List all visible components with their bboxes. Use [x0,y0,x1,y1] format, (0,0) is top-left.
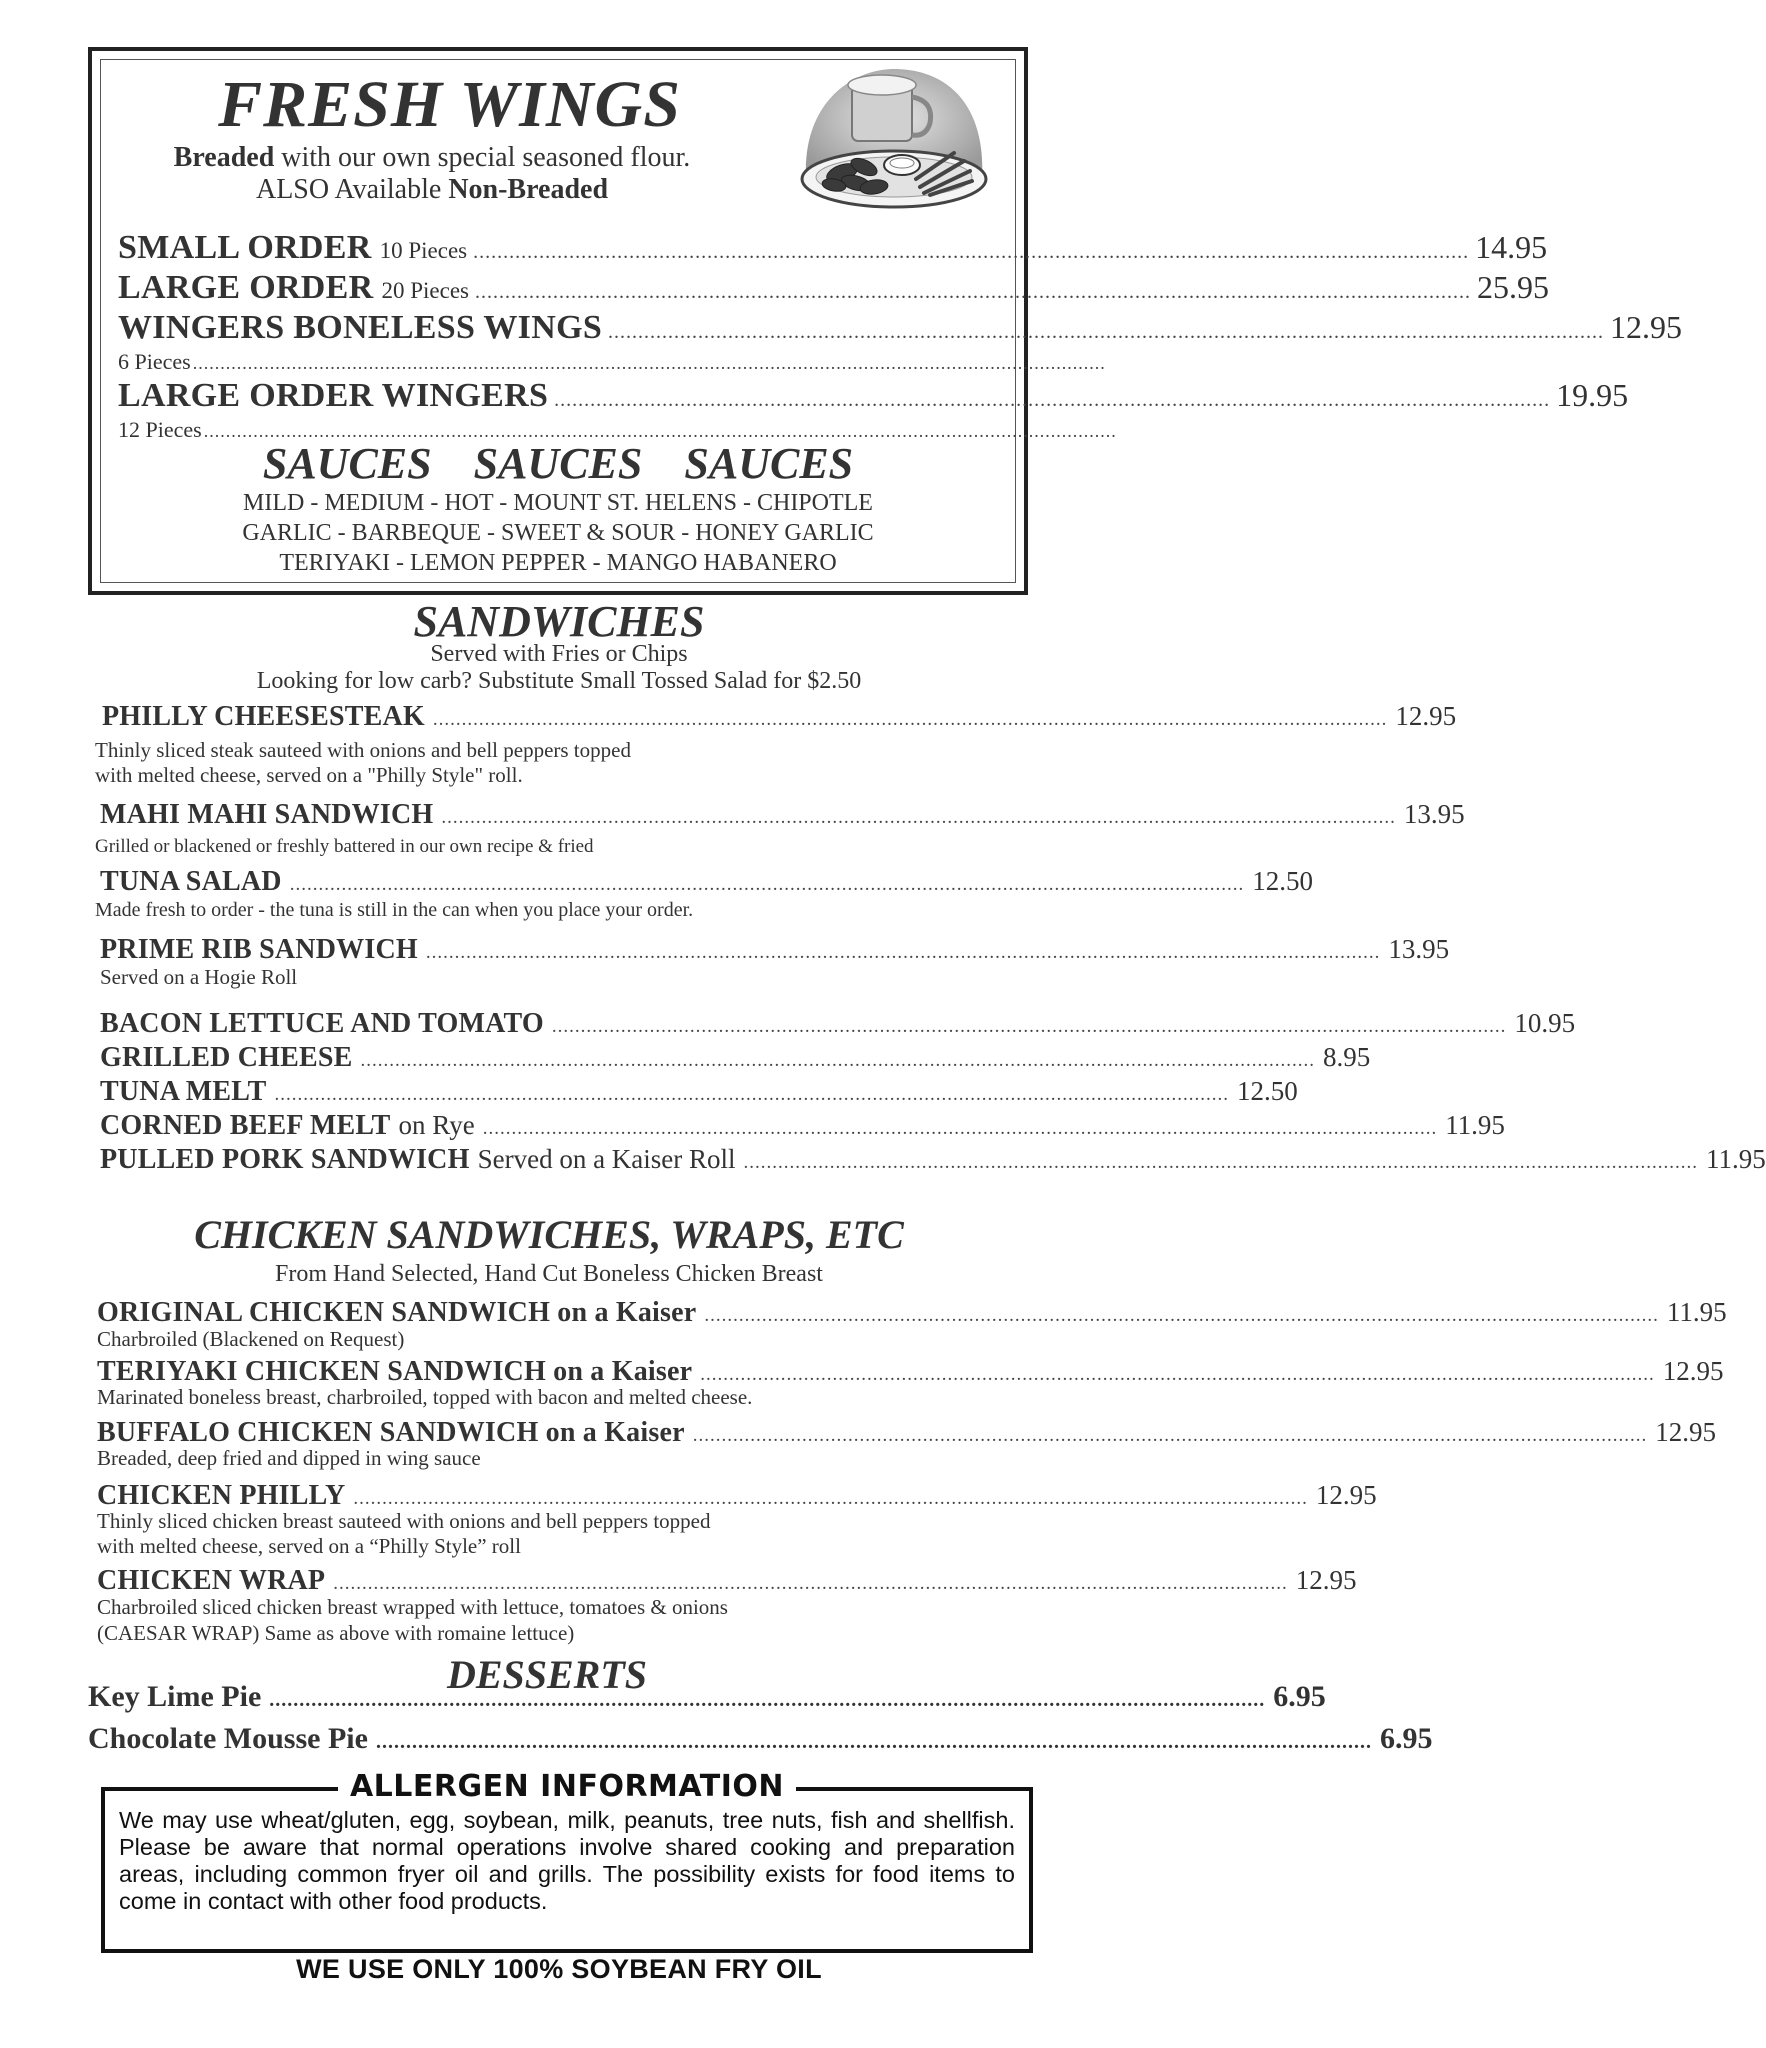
menu-item-blt [100,1008,1576,1040]
leader-dots: ...................................................................................................................................................................... [441,807,1396,828]
leader-dots: ...................................................................................................................................................................... [475,281,1472,303]
allergen-title-wrap [105,1769,1029,1804]
dip-cup-icon [884,155,920,175]
leader-dots: ...................................................................................................................................................................... [274,1084,1229,1105]
item-price: 6.95 [1379,1722,1433,1755]
item-name: Chocolate Mousse Pie [88,1722,368,1755]
item-name: TERIYAKI CHICKEN SANDWICH on a Kaiser [97,1356,693,1387]
sauce-list-line: MILD - MEDIUM - HOT - MOUNT ST. HELENS - CHIPOTLE [243,490,873,516]
item-description: Breaded, deep fried and dipped in wing sauce [97,1446,481,1470]
dessert-item-chocolate-mousse-pie [88,1722,1433,1756]
sauces-word: SAUCES [262,439,432,488]
menu-item-philly-cheesesteak [102,701,1457,733]
item-name: TUNA SALAD [100,866,282,897]
menu-item-corned-beef-melt [100,1110,1505,1142]
item-price: 11.95 [1666,1297,1727,1327]
non-breaded-note [112,173,752,207]
item-price: 25.95 [1477,269,1550,305]
menu-item-chicken-wrap [97,1565,1357,1597]
item-pieces: 10 Pieces [379,238,468,263]
item-name: CORNED BEEF MELT [100,1110,391,1141]
leader-dots: ...................................................................................................................................................................... [482,1118,1438,1139]
item-price: 13.95 [1388,934,1450,964]
leader-dots: ...................................................................................................................................................................... [704,1305,1659,1326]
sauces-word: SAUCES [473,439,643,488]
item-price: 14.95 [1475,229,1548,265]
leader-dots: ...................................................................................................................................................................... [353,1488,1308,1509]
item-description: Made fresh to order - the tuna is still in the can when you place your order. [95,899,694,921]
leader-dots: ...................................................................................................................................................................... [432,709,1388,730]
allergen-title: ALLERGEN INFORMATION [338,1769,796,1804]
item-price: 12.95 [1315,1480,1377,1510]
desserts-title: DESSERTS [446,1652,648,1697]
item-name: BUFFALO CHICKEN SANDWICH on a Kaiser [97,1417,685,1448]
item-description: Marinated boneless breast, charbroiled, topped with bacon and melted cheese. [97,1385,753,1409]
leader-dots: ...................................................................................................................................................................... [203,421,1117,441]
item-name: TUNA MELT [100,1076,267,1107]
breaded-note [112,141,752,175]
breaded-note-text: with our own special seasoned flour. [274,142,691,173]
menu-item-chicken-philly [97,1480,1377,1512]
item-name: PULLED PORK SANDWICH [100,1144,470,1175]
leader-dots: ...................................................................................................................................................................... [269,1689,1266,1711]
item-description: Charbroiled (Blackened on Request) [97,1327,405,1351]
leader-dots: ...................................................................................................................................................................... [425,942,1381,963]
dessert-item-key-lime-pie [88,1680,1326,1714]
leader-dots: ...................................................................................................................................................................... [554,389,1551,411]
item-price: 12.95 [1295,1565,1357,1595]
item-name: PHILLY CHEESESTEAK [102,701,425,732]
leader-dots: ...................................................................................................................................................................... [333,1573,1288,1594]
leader-dots: ...................................................................................................................................................................... [743,1152,1699,1173]
chicken-section-title: CHICKEN SANDWICHES, WRAPS, ETC [194,1212,904,1257]
leader-dots: ...................................................................................................................................................................... [608,321,1605,343]
menu-item-prime-rib [100,934,1450,966]
item-description: with melted cheese, served on a "Philly Style" roll. [95,763,523,787]
item-name: Key Lime Pie [88,1680,262,1713]
item-pieces: 12 Pieces [118,417,202,442]
wings-item-boneless [118,309,1683,347]
item-name: MAHI MAHI SANDWICH [100,799,434,830]
menu-item-pulled-pork [100,1144,1766,1176]
sauces-heading [92,439,1024,489]
item-price: 11.95 [1706,1144,1766,1174]
item-description: Thinly sliced steak sauteed with onions and bell peppers topped [95,738,631,762]
item-name: LARGE ORDER WINGERS [118,377,549,414]
item-name: CHICKEN WRAP [97,1565,326,1596]
item-price: 6.95 [1273,1680,1326,1713]
chicken-section-subtitle: From Hand Selected, Hand Cut Boneless Chicken Breast [275,1261,823,1287]
item-name: PRIME RIB SANDWICH [100,934,418,965]
item-price: 12.95 [1662,1356,1724,1386]
menu-item-buffalo-chicken [97,1417,1716,1449]
wings-item-small-order [118,229,1548,267]
item-price: 19.95 [1556,377,1629,413]
leader-dots: ...................................................................................................................................................................... [473,241,1470,263]
item-name: CHICKEN PHILLY [97,1480,346,1511]
item-name: ORIGINAL CHICKEN SANDWICH on a Kaiser [97,1297,697,1328]
wings-item-large-wingers [118,377,1629,415]
allergen-information-box [101,1769,1033,1953]
sandwiches-subtitle: Served with Fries or Chips [430,641,688,667]
item-price: 10.95 [1514,1008,1576,1038]
item-name: BACON LETTUCE AND TOMATO [100,1008,544,1039]
item-pieces: 20 Pieces [381,278,470,303]
item-name: LARGE ORDER [118,269,374,306]
menu-item-original-chicken [97,1297,1727,1329]
leader-dots: ...................................................................................................................................................................... [551,1016,1507,1037]
item-name: WINGERS BONELESS WINGS [118,309,603,346]
item-name: GRILLED CHEESE [100,1042,353,1073]
sauce-list-line: TERIYAKI - LEMON PEPPER - MANGO HABANERO [279,550,837,576]
item-price: 11.95 [1445,1110,1505,1140]
item-price: 12.50 [1236,1076,1298,1106]
menu-item-mahi-mahi [100,799,1465,831]
item-price: 13.95 [1403,799,1465,829]
leader-dots: ...................................................................................................................................................................... [192,353,1106,373]
item-description: Grilled or blackened or freshly battered in our own recipe & fried [95,836,594,857]
item-price: 8.95 [1323,1042,1371,1072]
item-name: SMALL ORDER [118,229,372,266]
breaded-word: Breaded [173,142,275,173]
wings-item-large-order [118,269,1550,307]
menu-item-tuna-melt [100,1076,1298,1108]
item-description: Charbroiled sliced chicken breast wrapped with lettuce, tomatoes & onions [97,1595,728,1619]
item-price: 12.95 [1655,1417,1716,1447]
item-description: (CAESAR WRAP) Same as above with romaine lettuce) [97,1621,575,1645]
allergen-text: We may use wheat/gluten, egg, soybean, milk, peanuts, tree nuts, fish and shellfish. Please be aware that normal operations involve shared cooking and preparation areas, including common fryer oil and grills. The possibility exists for food items to come in contact with other food products. [119,1807,1015,1914]
fresh-wings-title: FRESH WINGS [218,68,681,141]
wings-item-boneless-pieces [118,349,1106,375]
leader-dots: ...................................................................................................................................................................... [692,1425,1648,1446]
menu-item-teriyaki-chicken [97,1356,1724,1388]
item-price: 12.95 [1395,701,1457,731]
item-description: Thinly sliced chicken breast sauteed with onions and bell peppers topped [97,1509,711,1533]
item-extra: Served on a Kaiser Roll [477,1144,736,1174]
item-pieces: 6 Pieces [118,349,191,374]
leader-dots: ...................................................................................................................................................................... [360,1050,1316,1071]
non-breaded-note-text: ALSO Available [255,174,449,205]
leader-dots: ...................................................................................................................................................................... [375,1731,1372,1753]
item-description: with melted cheese, served on a “Philly Style” roll [97,1534,521,1558]
non-breaded-word: Non-Breaded [448,174,609,205]
item-description: Served on a Hogie Roll [100,965,298,989]
item-extra: on Rye [398,1110,475,1140]
sauces-word: SAUCES [684,439,854,488]
sandwiches-title: SANDWICHES [413,597,705,646]
item-price: 12.50 [1252,866,1313,896]
leader-dots: ...................................................................................................................................................................... [289,874,1245,895]
sauce-list-line: GARLIC - BARBEQUE - SWEET & SOUR - HONEY GARLIC [242,520,874,546]
fresh-wings-box [88,47,1683,595]
soybean-oil-note: WE USE ONLY 100% SOYBEAN FRY OIL [296,1954,822,1984]
wings-plate-image [794,61,994,226]
leader-dots: ...................................................................................................................................................................... [700,1364,1655,1385]
item-price: 12.95 [1610,309,1683,345]
menu-item-grilled-cheese [100,1042,1371,1074]
low-carb-note: Looking for low carb? Substitute Small Tossed Salad for $2.50 [256,668,862,694]
menu-item-tuna-salad [100,866,1313,898]
